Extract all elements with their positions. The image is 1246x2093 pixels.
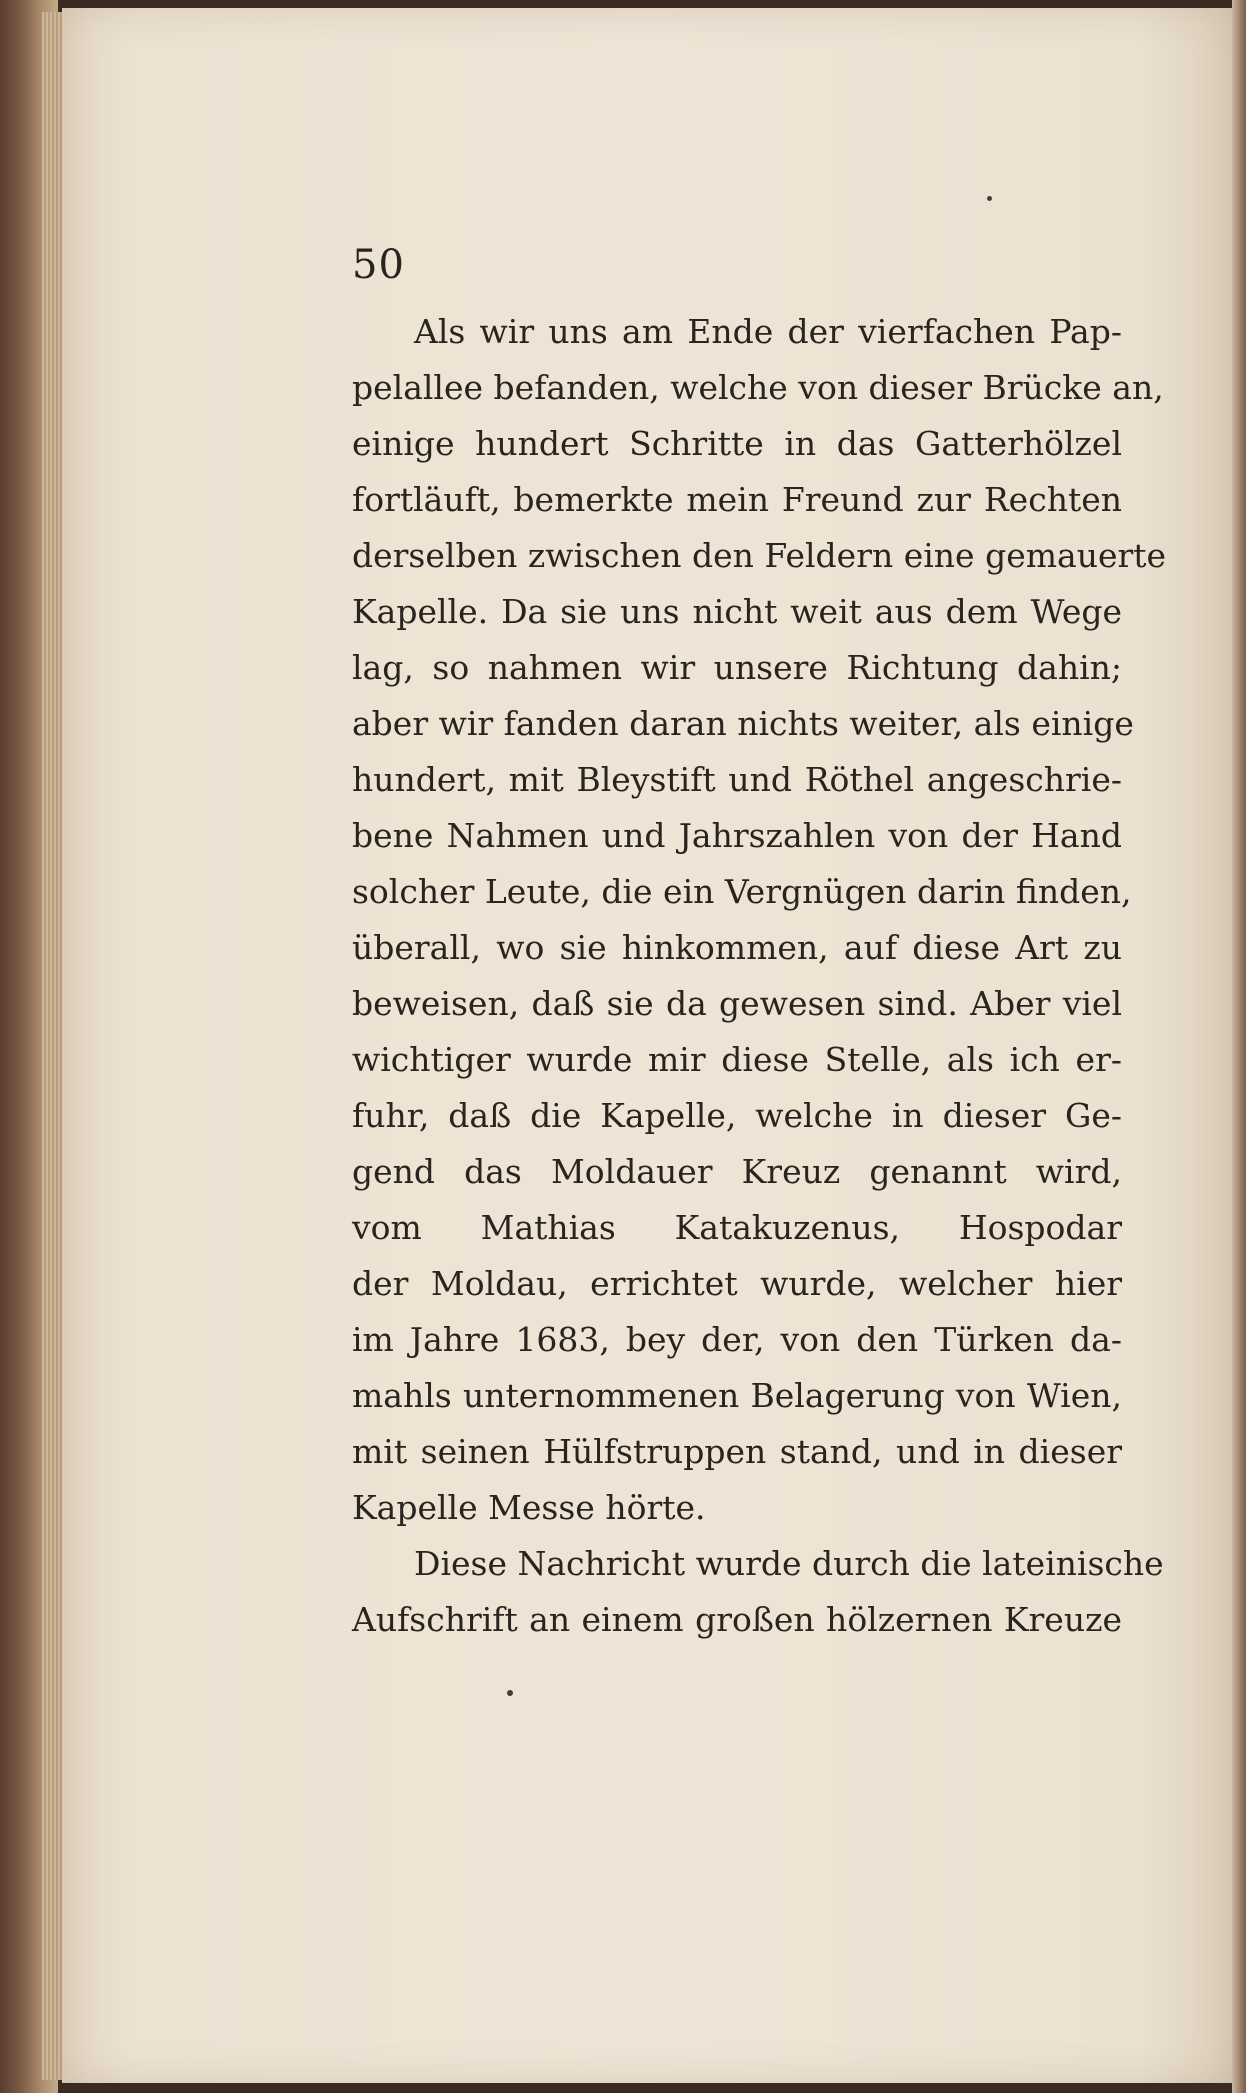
- text-line: derselben zwischen den Feldern eine gemauerte: [352, 536, 1167, 575]
- text-line: Als wir uns am Ende der vierfachen Pap-: [414, 312, 1122, 351]
- text-line: mit seinen Hülfstruppen stand, und in dieser: [352, 1432, 1122, 1471]
- text-line: im Jahre 1683, bey der, von den Türken da-: [352, 1320, 1122, 1359]
- body-text: [352, 304, 1167, 1648]
- text-line: Kapelle Messe hörte.: [352, 1488, 706, 1527]
- right-cover-edge: [1232, 0, 1246, 2093]
- text-line: vom Mathias Katakuzenus, Hospodar: [352, 1208, 1122, 1247]
- text-line: mahls unternommenen Belagerung von Wien,: [352, 1376, 1122, 1415]
- text-line: Diese Nachricht wurde durch die lateinische: [414, 1544, 1164, 1583]
- text-line: fuhr, daß die Kapelle, welche in dieser Ge-: [352, 1096, 1122, 1135]
- text-line: fortläuft, bemerkte mein Freund zur Rechten: [352, 480, 1122, 519]
- text-line: hundert, mit Bleystift und Röthel angeschrie-: [352, 760, 1122, 799]
- text-line: bene Nahmen und Jahrszahlen von der Hand: [352, 816, 1122, 855]
- text-line: Kapelle. Da sie uns nicht weit aus dem Wege: [352, 592, 1122, 631]
- text-line: wichtiger wurde mir diese Stelle, als ich er-: [352, 1040, 1122, 1079]
- paragraph-2: [352, 1536, 1164, 1648]
- paper-speck: [987, 196, 992, 201]
- text-line: lag, so nahmen wir unsere Richtung dahin;: [352, 648, 1122, 687]
- text-line: beweisen, daß sie da gewesen sind. Aber viel: [352, 984, 1122, 1023]
- text-line: gend das Moldauer Kreuz genannt wird,: [352, 1152, 1122, 1191]
- text-line: der Moldau, errichtet wurde, welcher hier: [352, 1264, 1122, 1303]
- text-line: einige hundert Schritte in das Gatterhölzel: [352, 424, 1122, 463]
- paragraph-1: [352, 304, 1167, 1536]
- paper-speck: [507, 1690, 513, 1696]
- page-number: 50: [352, 242, 405, 288]
- text-line: Aufschrift an einem großen hölzernen Kreuze: [352, 1600, 1122, 1639]
- text-line: pelallee befanden, welche von dieser Brücke an,: [352, 368, 1164, 407]
- text-line: solcher Leute, die ein Vergnügen darin finden,: [352, 872, 1132, 911]
- text-line: überall, wo sie hinkommen, auf diese Art zu: [352, 928, 1122, 967]
- text-line: aber wir fanden daran nichts weiter, als einige: [352, 704, 1134, 743]
